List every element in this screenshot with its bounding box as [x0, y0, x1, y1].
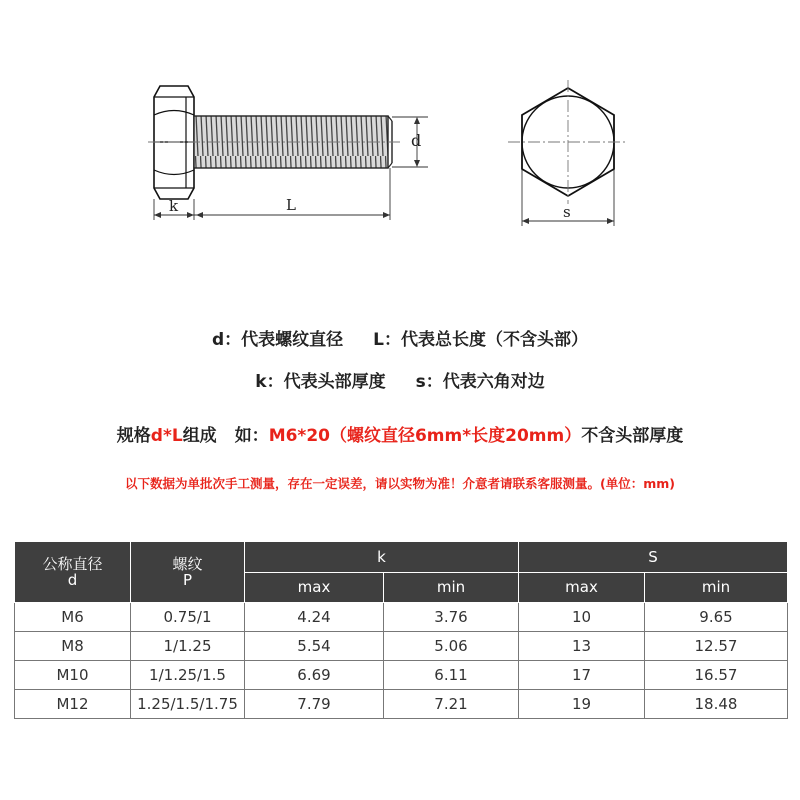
- size-table: [14, 541, 788, 719]
- header-diameter: 公称直径 d: [15, 542, 131, 603]
- legend-L: L：代表总长度（不含头部）: [373, 330, 588, 350]
- cell-s-max: 17: [519, 661, 645, 690]
- spec-example: M6*20（螺纹直径6mm*长度20mm）: [268, 426, 582, 446]
- table-row: [15, 603, 788, 632]
- legend-s: s：代表六角对边: [415, 372, 545, 392]
- measurement-notice: 以下数据为单批次手工测量，存在一定误差，请以实物为准！介意者请联系客服测量。(单位：mm): [125, 476, 675, 491]
- header-k: k: [245, 542, 519, 573]
- table-row: [15, 632, 788, 661]
- cell-diameter: M12: [15, 690, 131, 719]
- cell-s-max: 10: [519, 603, 645, 632]
- cell-k-max: 7.79: [245, 690, 384, 719]
- dim-label-s: s: [563, 203, 571, 221]
- cell-k-max: 5.54: [245, 632, 384, 661]
- table-row: [15, 690, 788, 719]
- legend-d: d：代表螺纹直径: [211, 330, 344, 350]
- header-s-max: max: [519, 572, 645, 603]
- spec-example-prefix: 如：: [234, 426, 269, 446]
- cell-k-min: 6.11: [384, 661, 519, 690]
- cell-diameter: M10: [15, 661, 131, 690]
- legend-line-2: [0, 367, 800, 392]
- spec-suffix: 组成: [182, 426, 217, 446]
- table-row: [15, 661, 788, 690]
- cell-k-min: 3.76: [384, 603, 519, 632]
- spec-formula: d*L: [150, 426, 183, 446]
- cell-thread: 1/1.25: [131, 632, 245, 661]
- bolt-diagram: [0, 0, 800, 260]
- cell-s-min: 18.48: [645, 690, 788, 719]
- dim-label-k: k: [169, 197, 179, 215]
- cell-s-max: 13: [519, 632, 645, 661]
- cell-k-max: 6.69: [245, 661, 384, 690]
- legend-k: k：代表头部厚度: [255, 372, 386, 392]
- header-k-max: max: [245, 572, 384, 603]
- header-s: S: [519, 542, 788, 573]
- cell-s-max: 19: [519, 690, 645, 719]
- cell-thread: 0.75/1: [131, 603, 245, 632]
- dim-label-d: d: [411, 131, 422, 150]
- legend-line-1: [0, 325, 800, 350]
- header-s-min: min: [645, 572, 788, 603]
- dim-label-L: L: [286, 196, 296, 214]
- cell-diameter: M8: [15, 632, 131, 661]
- spec-example-suffix: 不含头部厚度: [581, 426, 684, 446]
- spec-prefix: 规格: [116, 426, 151, 446]
- bolt-hex-view: [508, 80, 628, 204]
- cell-k-min: 5.06: [384, 632, 519, 661]
- spec-composition: [0, 421, 800, 446]
- cell-thread: 1.25/1.5/1.75: [131, 690, 245, 719]
- header-thread: 螺纹 P: [131, 542, 245, 603]
- cell-k-max: 4.24: [245, 603, 384, 632]
- cell-s-min: 12.57: [645, 632, 788, 661]
- cell-thread: 1/1.25/1.5: [131, 661, 245, 690]
- cell-k-min: 7.21: [384, 690, 519, 719]
- header-k-min: min: [384, 572, 519, 603]
- bolt-side-view: [148, 86, 400, 199]
- cell-s-min: 16.57: [645, 661, 788, 690]
- cell-diameter: M6: [15, 603, 131, 632]
- cell-s-min: 9.65: [645, 603, 788, 632]
